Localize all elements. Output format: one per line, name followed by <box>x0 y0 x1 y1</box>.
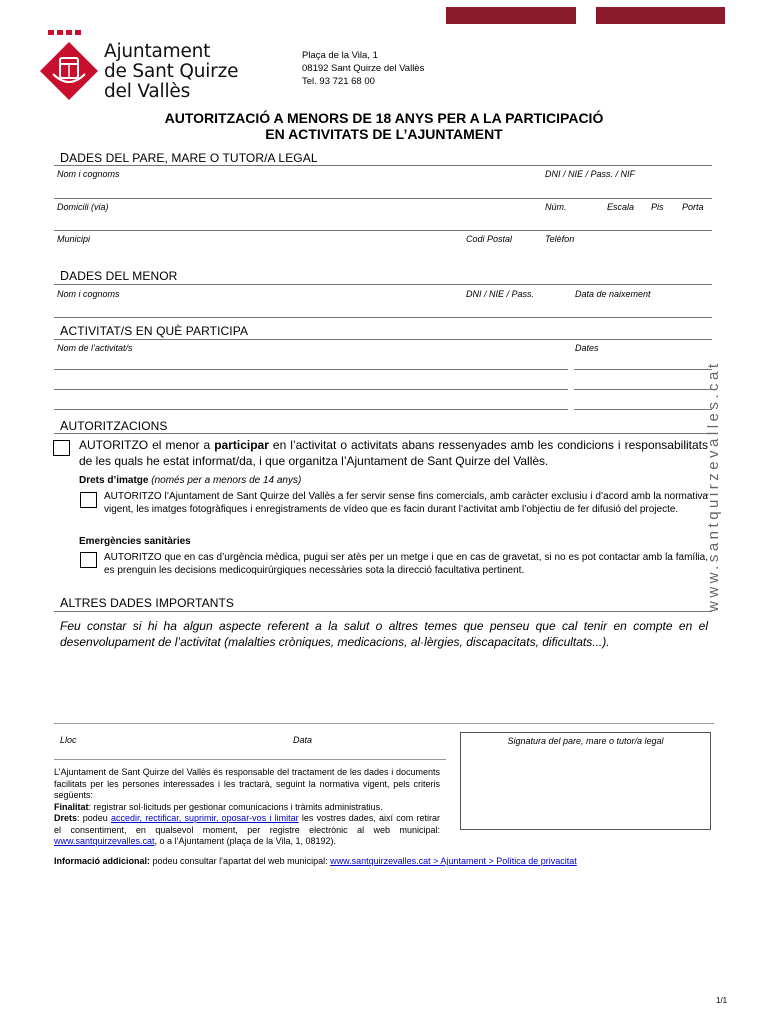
signature-top-line <box>54 723 714 724</box>
privacy-policy-link[interactable]: www.santquirzevalles.cat > Ajuntament > Política de privacitat <box>330 856 577 866</box>
section-heading-authorizations: AUTORITZACIONS <box>60 419 168 433</box>
label-parent-id: DNI / NIE / Pass. / NIF <box>545 169 636 179</box>
label-postcode: Codi Postal <box>466 234 513 244</box>
label-minor-id: DNI / NIE / Pass. <box>466 289 535 299</box>
label-signature: Signatura del pare, mare o tutor/a legal <box>507 736 664 746</box>
health-checkbox[interactable] <box>80 552 97 568</box>
org-address: Plaça de la Vila, 1 08192 Sant Quirze del Vallès Tel. 93 721 68 00 <box>302 50 425 87</box>
label-minor-name: Nom i cognoms <box>57 289 120 299</box>
section-heading-minor: DADES DEL MENOR <box>60 269 178 283</box>
label-stair: Escala <box>607 202 635 212</box>
image-rights-title: Drets d’imatge (només per a menors de 14 anys) <box>79 475 302 486</box>
header-bar-left <box>446 7 576 24</box>
place-date-line <box>54 759 446 760</box>
side-website-url: www.santquirzevalles.cat <box>705 360 722 612</box>
privacy-intro: L’Ajuntament de Sant Quirze del Vallès és responsable del tractament de les dades i documents facilitats per les persones interessades i les tractarà, seguint la normativa vigent, pels criteris següents: <box>54 767 440 800</box>
dates-line <box>574 389 712 390</box>
label-phone: Telèfon <box>545 234 575 244</box>
section-heading-activity: ACTIVITAT/S EN QUÈ PARTICIPA <box>60 324 249 338</box>
header-bar-right <box>596 7 725 24</box>
activity-line <box>54 389 568 390</box>
form-title: AUTORITZACIÓ A MENORS DE 18 ANYS PER A LA PARTICIPACIÓ EN ACTIVITATS DE L’AJUNTAMENT <box>164 110 604 142</box>
divider <box>54 198 712 199</box>
additional-info: Informació addicional: podeu consultar l’apartat del web municipal: www.santquirzevalles.cat > Ajuntament > Política de privacitat <box>54 856 577 866</box>
divider <box>54 433 712 434</box>
label-parent-name: Nom i cognoms <box>57 169 120 179</box>
label-activity-name: Nom de l’activitat/s <box>57 343 133 353</box>
label-place: Lloc <box>60 735 77 745</box>
health-title: Emergències sanitàries <box>79 536 191 547</box>
divider <box>54 611 712 612</box>
section-heading-parent: DADES DEL PARE, MARE O TUTOR/A LEGAL <box>60 151 318 165</box>
divider <box>54 317 712 318</box>
activity-line <box>54 409 568 410</box>
divider <box>54 284 712 285</box>
org-name: Ajuntament de Sant Quirze del Vallès <box>104 41 239 102</box>
rights-link[interactable]: accedir, rectificar, suprimir, oposar-vos i limitar <box>110 813 299 823</box>
section-heading-other: ALTRES DADES IMPORTANTS <box>60 596 234 610</box>
label-town: Municipi <box>57 234 91 244</box>
image-rights-checkbox[interactable] <box>80 492 97 508</box>
divider <box>54 165 712 166</box>
divider <box>54 230 712 231</box>
signature-box[interactable] <box>460 732 711 830</box>
municipal-logo <box>38 30 100 102</box>
label-address: Domicili (via) <box>57 202 109 212</box>
label-door: Porta <box>682 202 704 212</box>
privacy-notice: L’Ajuntament de Sant Quirze del Vallès és responsable del tractament de les dades i documents facilitats per les persones interessades i les tractarà, seguint la normativa vigent, pels criteris següents: Finalitat: registrar sol·licituds per gestionar comunicacions i tràmits administratius. Drets: podeu accedir, rectificar, suprimir, oposar-vos i limitar les vostres dades, així com retirar el consentiment, en qualsevol moment, per registre electrònic al web municipal: www.santquirzevalles.cat, o a l’Ajuntament (plaça de la Vila, 1, 08192). <box>54 767 440 846</box>
label-date: Data <box>293 735 313 745</box>
participation-text: AUTORITZO el menor a participar en l’activitat o activitats abans ressenyades amb les condicions i responsabilitats de les quals he estat informat/da, i que organitza l’Ajuntament de Sant Quirze del Vallès. <box>79 438 708 468</box>
activity-line <box>54 369 568 370</box>
website-link[interactable]: www.santquirzevalles.cat <box>54 836 155 846</box>
label-floor: Pis <box>651 202 664 212</box>
health-text: AUTORITZO que en cas d’urgència mèdica, pugui ser atès per un metge i que en cas de gravetat, si no es pot contactar amb la família, es prenguin les decisions medicoquirúrgiques necessàries sota la direcció facultativa pertinent. <box>104 552 708 576</box>
dates-line <box>574 369 712 370</box>
page-number: 1/1 <box>716 996 728 1005</box>
dates-line <box>574 409 712 410</box>
other-data-text: Feu constar si hi ha algun aspecte referent a la salut o altres temes que penseu que cal tenir en compte en el desenvolupament de l’activitat (malalties cròniques, medicacions, al·lèrgies, discapacitats, dificultats...). <box>60 619 708 649</box>
divider <box>54 339 712 340</box>
image-rights-text: AUTORITZO l’Ajuntament de Sant Quirze del Vallès a fer servir sense fins comercials, amb caràcter exclusiu i d’acord amb la normativa vigent, les imatges fotogràfiques i enregistraments de vídeo que es facin durant l’activitat amb l’objectiu de fer difusió del projecte. <box>104 491 708 515</box>
participation-checkbox[interactable] <box>53 440 70 456</box>
label-activity-dates: Dates <box>575 343 599 353</box>
label-minor-birth: Data de naixement <box>575 289 651 299</box>
label-num: Núm. <box>545 202 567 212</box>
